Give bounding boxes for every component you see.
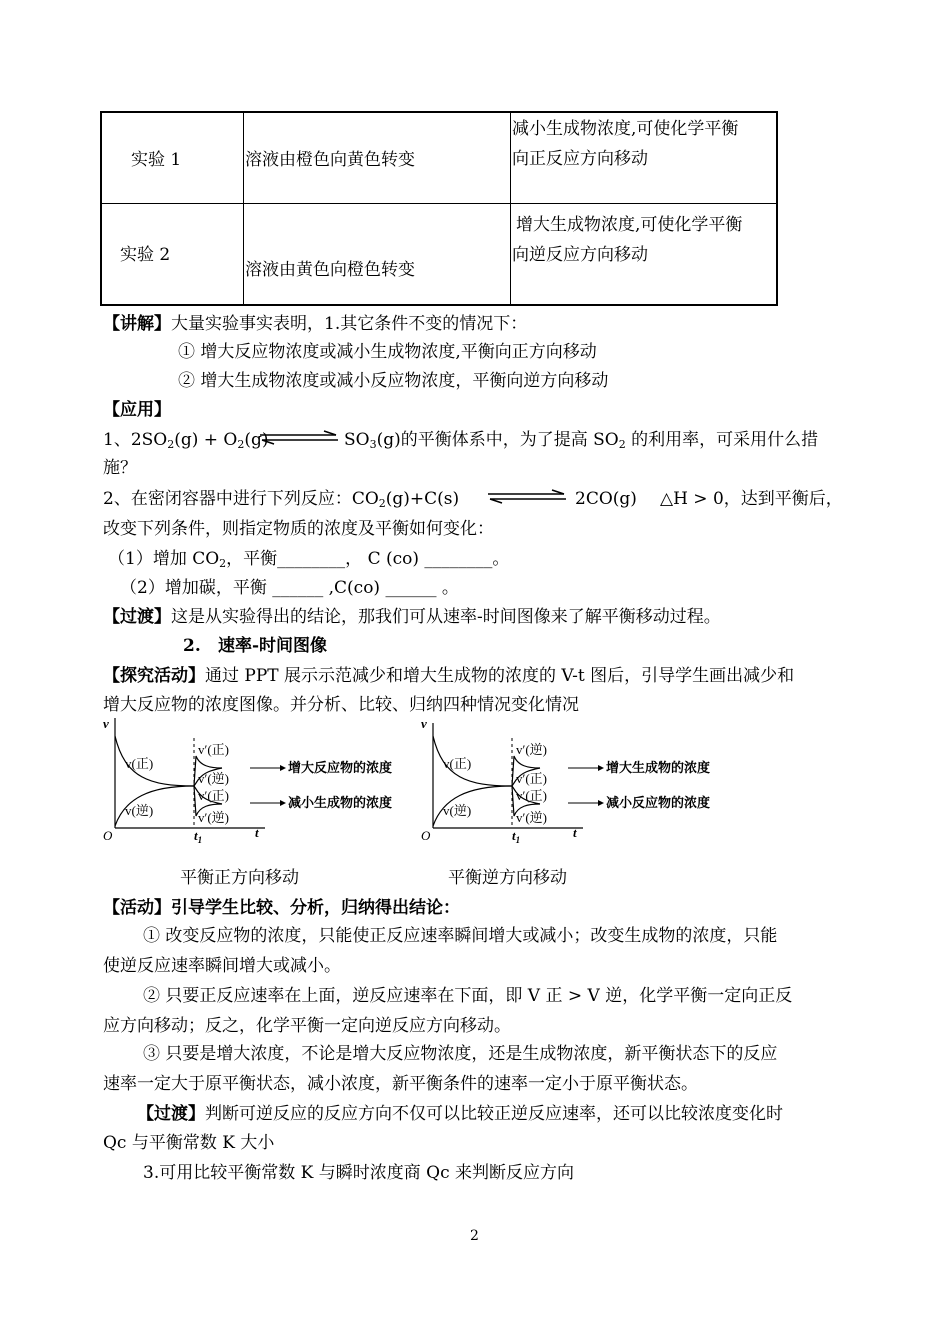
curve-label: v′(逆) bbox=[516, 810, 548, 825]
table-row bbox=[101, 204, 777, 306]
question-2-line2: 改变下列条件，则指定物质的浓度及平衡如何变化： bbox=[103, 519, 494, 539]
experiment-phenomenon: 溶液由橙色向黄色转变 bbox=[245, 150, 415, 170]
activity-p1-line1: ① 改变反应物的浓度，只能使正反应速率瞬间增大或减小；改变生成物的浓度，只能 bbox=[143, 926, 778, 946]
v-axis-label: v bbox=[421, 718, 427, 731]
question-1-rest bbox=[344, 429, 818, 451]
table-cell bbox=[244, 204, 511, 306]
question-2-product: 2CO(g) bbox=[575, 489, 637, 509]
question-1-line2: 施？ bbox=[103, 458, 137, 478]
lecture-intro-text: 大量实验事实表明，1.其它条件不变的情况下： bbox=[171, 314, 528, 334]
table-cell bbox=[101, 204, 244, 306]
table-cell bbox=[244, 112, 511, 204]
sub-q-text: （1）增加 CO bbox=[108, 549, 220, 569]
t-axis-label: t bbox=[573, 825, 577, 840]
transition-tag: 【过渡】 bbox=[103, 607, 171, 627]
question-2 bbox=[103, 488, 459, 510]
lecture-tag: 【讲解】 bbox=[103, 314, 171, 334]
subscript: 3 bbox=[369, 438, 377, 451]
activity-p2-line2: 应方向移动；反之，化学平衡一定向逆反应方向移动。 bbox=[103, 1016, 511, 1036]
experiment-conclusion: 向正反应方向移动 bbox=[512, 149, 648, 169]
experiment-table bbox=[100, 111, 778, 306]
transition-tag: 【过渡】 bbox=[137, 1104, 205, 1124]
experiment-conclusion: 增大生成物浓度,可使化学平衡 bbox=[516, 215, 743, 235]
q1-text: (g) bbox=[244, 430, 269, 450]
experiment-conclusion: 向逆反应方向移动 bbox=[512, 245, 648, 265]
curve-label: v(正) bbox=[443, 756, 472, 771]
activity-p2-line1: ② 只要正反应速率在上面，逆反应速率在下面，即 V 正 > V 逆，化学平衡一定向正反 bbox=[143, 986, 793, 1006]
table-cell bbox=[101, 112, 244, 204]
arrow-label: 减小生成物的浓度 bbox=[288, 796, 393, 811]
subscript: 2 bbox=[378, 497, 386, 510]
transition-2-line2: Qc 与平衡常数 K 大小 bbox=[103, 1133, 275, 1153]
vt-graph-forward bbox=[100, 718, 415, 843]
vt-graph-reverse bbox=[418, 718, 733, 843]
t-axis-label: t bbox=[255, 825, 259, 840]
explore-tag: 【探究活动】 bbox=[103, 666, 205, 686]
subscript: 1 bbox=[197, 835, 203, 843]
curve-label: v′(逆) bbox=[516, 742, 548, 757]
arrow-label: 增大生成物的浓度 bbox=[606, 761, 711, 776]
page-number: 2 bbox=[470, 1228, 479, 1244]
curve-label: v(逆) bbox=[125, 803, 154, 818]
application-heading: 【应用】 bbox=[103, 400, 171, 420]
q1-text: 1、2SO bbox=[103, 430, 168, 450]
transition-text: 判断可逆反应的反应方向不仅可以比较正逆反应速率，还可以比较浓度变化时 bbox=[205, 1104, 783, 1124]
q1-text: (g)的平衡体系中，为了提高 SO bbox=[376, 430, 619, 450]
experiment-conclusion: 减小生成物浓度,可使化学平衡 bbox=[512, 119, 739, 139]
t1-text: t bbox=[512, 828, 516, 843]
experiment-name: 实验 2 bbox=[120, 245, 171, 265]
transition-2-line1 bbox=[137, 1103, 783, 1125]
arrow-label: 增大反应物的浓度 bbox=[288, 761, 393, 776]
arrow-label: 减小反应物的浓度 bbox=[606, 796, 711, 811]
subscript: 2 bbox=[219, 557, 227, 570]
t1-label bbox=[194, 828, 202, 843]
q2-text: (g)+C(s) bbox=[385, 489, 460, 509]
point-3: 3.可用比较平衡常数 K 与瞬时浓度商 Qc 来判断反应方向 bbox=[143, 1163, 574, 1183]
activity-p1-line2: 使逆反应速率瞬间增大或减小。 bbox=[103, 956, 341, 976]
sub-q-text: ，平衡________， C (co) ________。 bbox=[226, 549, 510, 569]
curve-label: v′(正) bbox=[516, 771, 548, 786]
lecture-point-2: ② 增大生成物浓度或减小反应物浓度，平衡向逆方向移动 bbox=[178, 371, 609, 391]
lecture-intro bbox=[103, 313, 527, 335]
curve-label: v′(正) bbox=[198, 742, 230, 757]
curve-label: v′(逆) bbox=[198, 810, 230, 825]
table-cell bbox=[511, 204, 778, 306]
question-2-enthalpy: △H > 0，达到平衡后， bbox=[660, 489, 843, 509]
curve-label: v′(正) bbox=[198, 788, 230, 803]
q1-text: 的利用率，可采用什么措 bbox=[625, 430, 819, 450]
activity-p3-line1: ③ 只要是增大浓度，不论是增大反应物浓度，还是生成物浓度，新平衡状态下的反应 bbox=[143, 1044, 778, 1064]
section-number: 2. bbox=[183, 636, 201, 656]
subscript: 1 bbox=[515, 835, 521, 843]
t1-label bbox=[512, 828, 520, 843]
origin-label: O bbox=[103, 828, 113, 843]
q2-text: 2、在密闭容器中进行下列反应：CO bbox=[103, 489, 379, 509]
experiment-phenomenon: 溶液由黄色向橙色转变 bbox=[245, 260, 415, 280]
activity-p3-line2: 速率一定大于原平衡状态，减小浓度，新平衡条件的速率一定小于原平衡状态。 bbox=[103, 1074, 698, 1094]
figure-caption-right: 平衡逆方向移动 bbox=[448, 868, 567, 888]
section-title: 速率-时间图像 bbox=[218, 636, 328, 656]
explore-line-2: 增大反应物的浓度图像。并分析、比较、归纳四种情况变化情况 bbox=[103, 695, 579, 715]
table-cell bbox=[511, 112, 778, 204]
equilibrium-arrow-icon bbox=[258, 430, 340, 446]
q1-text: (g) + O bbox=[174, 430, 238, 450]
q1-text: SO bbox=[344, 430, 370, 450]
explore-text: 通过 PPT 展示示范减少和增大生成物的浓度的 V-t 图后，引导学生画出减少和 bbox=[205, 666, 795, 686]
transition-text: 这是从实验得出的结论，那我们可从速率-时间图像来了解平衡移动过程。 bbox=[171, 607, 721, 627]
subscript: 2 bbox=[167, 438, 175, 451]
table-row bbox=[101, 112, 777, 204]
v-axis-label: v bbox=[103, 718, 109, 731]
activity-heading: 【活动】引导学生比较、分析，归纳得出结论： bbox=[103, 898, 460, 918]
lecture-point-1: ① 增大反应物浓度或减小生成物浓度,平衡向正方向移动 bbox=[178, 342, 597, 362]
experiment-name: 实验 1 bbox=[131, 150, 182, 170]
transition-1 bbox=[103, 606, 721, 628]
explore-line-1 bbox=[103, 665, 794, 687]
equilibrium-arrow-icon bbox=[486, 489, 568, 505]
subscript: 2 bbox=[618, 438, 626, 451]
subscript: 2 bbox=[237, 438, 245, 451]
t1-text: t bbox=[194, 828, 198, 843]
curve-label: v(逆) bbox=[443, 803, 472, 818]
curve-label: v′(正) bbox=[516, 788, 548, 803]
curve-label: v(正) bbox=[125, 756, 154, 771]
sub-question-1 bbox=[108, 548, 509, 570]
origin-label: O bbox=[421, 828, 431, 843]
figure-caption-left: 平衡正方向移动 bbox=[180, 868, 299, 888]
curve-label: v′(逆) bbox=[198, 771, 230, 786]
sub-question-2: （2）增加碳，平衡 ______ ,C(co) ______ 。 bbox=[120, 578, 459, 598]
question-1 bbox=[103, 429, 269, 451]
